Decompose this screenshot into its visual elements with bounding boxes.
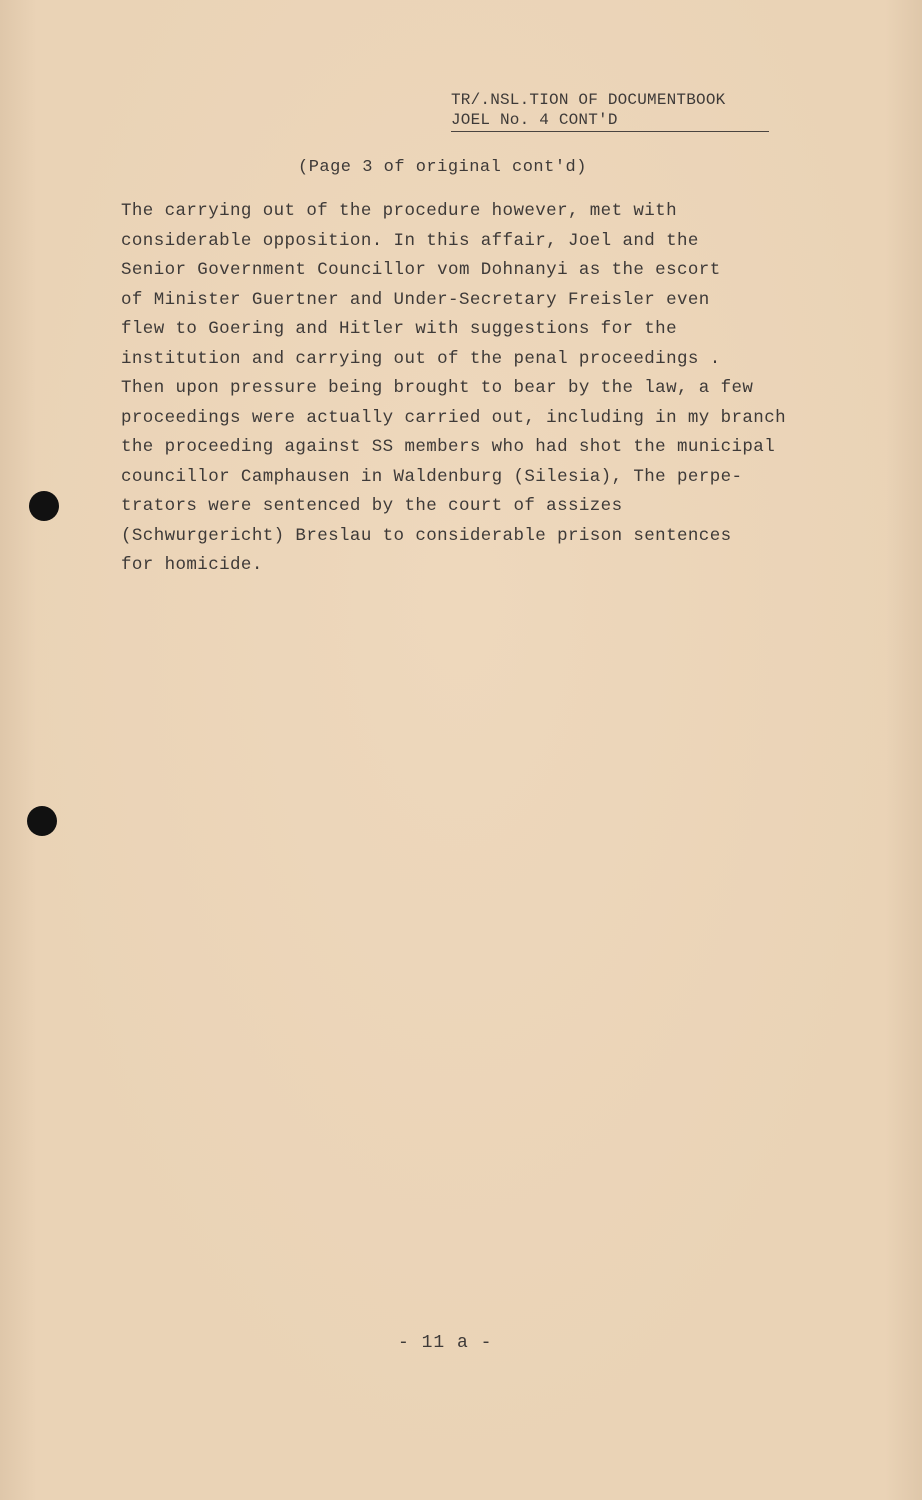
body-paragraph — [121, 197, 881, 581]
page-number: - 11 a - — [398, 1333, 493, 1353]
page-reference: (Page 3 of original cont'd) — [298, 158, 587, 177]
body-line: the proceeding against SS members who had shot the municipal — [121, 437, 776, 457]
punch-hole — [29, 491, 59, 521]
body-line: flew to Goering and Hitler with suggestions for the — [121, 319, 677, 339]
header-subtitle: JOEL No. 4 CONT'D — [451, 110, 769, 132]
body-line: Senior Government Councillor vom Dohnanyi as the escort — [121, 260, 721, 280]
body-line: trators were sentenced by the court of assizes — [121, 496, 623, 516]
document-header — [451, 90, 771, 132]
body-line: for homicide. — [121, 555, 263, 575]
body-line: The carrying out of the procedure however, met with — [121, 201, 677, 221]
header-title: TR/.NSL.TION OF DOCUMENTBOOK — [451, 91, 726, 109]
punch-hole — [27, 806, 57, 836]
body-line: of Minister Guertner and Under-Secretary Freisler even — [121, 289, 710, 310]
body-line: proceedings were actually carried out, including in my branch — [121, 407, 787, 428]
body-line: Then upon pressure being brought to bear by the law, a few — [121, 378, 754, 398]
body-line: considerable opposition. In this affair, Joel and the — [121, 230, 699, 251]
body-line: institution and carrying out of the penal proceedings . — [121, 348, 721, 369]
body-line: (Schwurgericht) Breslau to considerable prison sentences — [121, 525, 732, 546]
body-line: councillor Camphausen in Waldenburg (Silesia), The perpe- — [121, 466, 743, 487]
